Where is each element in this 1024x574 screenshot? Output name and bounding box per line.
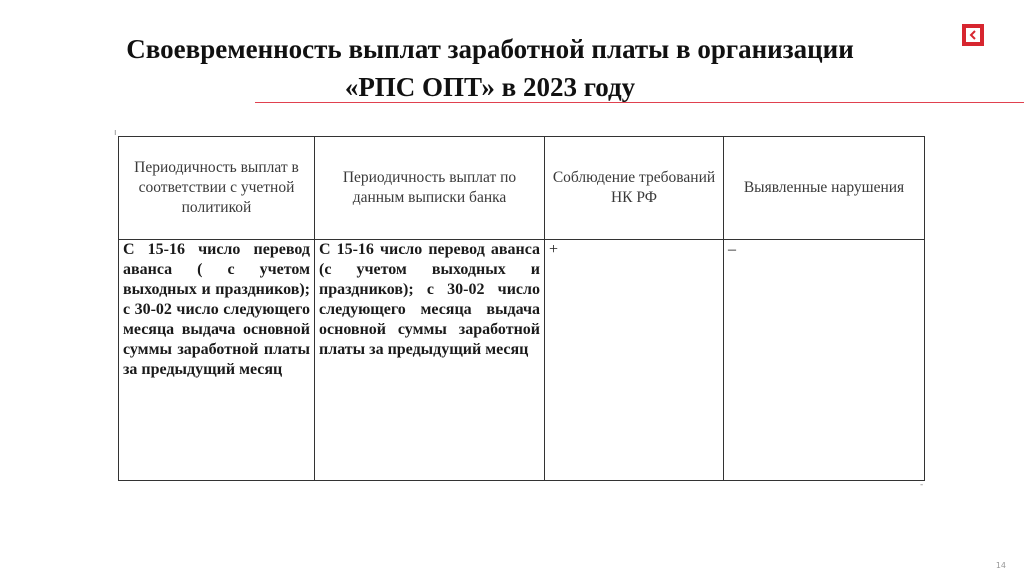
table-header-row: [119, 137, 925, 240]
corner-mark-top: ı: [114, 128, 117, 138]
cell-bank-periodicity: С 15-16 число перевод аванса (с учетом выходных и праздников); с 30-02 число следующего месяца выдача основной суммы заработной платы за предыдущий месяц: [315, 240, 545, 481]
page-number: 14: [995, 561, 1006, 570]
header-bank-periodicity: Периодичность выплат по данным выписки банка: [315, 137, 545, 240]
payments-table: [118, 136, 925, 481]
slide-title-line-1: Своевременность выплат заработной платы в организации: [126, 34, 854, 64]
back-arrow-icon: [966, 28, 980, 42]
slide-title-line-2: «РПС ОПТ» в 2023 году: [344, 72, 636, 102]
table-row: [119, 240, 925, 481]
slide-title: [40, 30, 940, 106]
cell-tax-compliance: +: [545, 240, 724, 481]
header-policy-periodicity: Периодичность выплат в соответствии с учетной политикой: [119, 137, 315, 240]
corner-mark-bottom: -: [920, 480, 924, 490]
header-tax-compliance: Соблюдение требований НК РФ: [545, 137, 724, 240]
back-button[interactable]: [962, 24, 984, 46]
title-divider: [255, 102, 1024, 103]
cell-policy-periodicity: С 15-16 число перевод аванса ( с учетом выходных и праздников); с 30-02 число следующего месяца выдача основной суммы заработной платы за предыдущий месяц: [119, 240, 315, 481]
header-violations: Выявленные нарушения: [724, 137, 925, 240]
cell-violations: –: [724, 240, 925, 481]
